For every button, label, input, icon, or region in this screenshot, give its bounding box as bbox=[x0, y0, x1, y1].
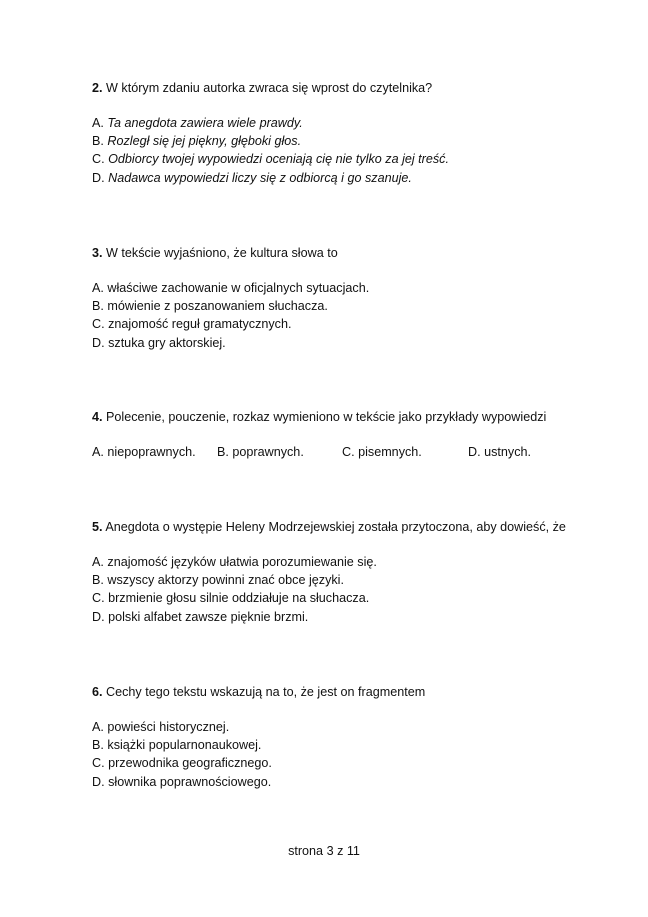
answer-option-b[interactable] bbox=[92, 571, 612, 589]
answer-options bbox=[92, 279, 612, 352]
option-text: właściwe zachowanie w oficjalnych sytuacjach. bbox=[107, 281, 370, 295]
answer-options bbox=[92, 718, 612, 791]
option-letter: C. bbox=[342, 445, 355, 459]
option-letter: D. bbox=[92, 609, 105, 624]
option-letter: B. bbox=[92, 299, 104, 314]
option-text: polski alfabet zawsze pięknie brzmi. bbox=[108, 609, 309, 624]
question-stem bbox=[92, 518, 612, 536]
option-text: Ta anegdota zawiera wiele prawdy. bbox=[107, 116, 303, 130]
answer-option-b[interactable] bbox=[217, 443, 304, 461]
option-letter: D. bbox=[468, 445, 481, 459]
option-letter: A. bbox=[92, 555, 104, 569]
option-text: brzmienie głosu silnie oddziałuje na słuchacza. bbox=[108, 591, 370, 606]
option-letter: C. bbox=[92, 591, 105, 606]
answer-options bbox=[92, 443, 612, 461]
option-text: pisemnych. bbox=[358, 445, 422, 459]
question-number: 6. bbox=[92, 685, 103, 699]
option-letter: A. bbox=[92, 281, 104, 295]
answer-option-c[interactable] bbox=[342, 443, 422, 461]
answer-option-d[interactable] bbox=[92, 773, 612, 791]
option-letter: D. bbox=[92, 335, 105, 350]
question-number: 3. bbox=[92, 246, 103, 260]
question-3 bbox=[92, 244, 612, 352]
answer-option-c[interactable] bbox=[92, 150, 612, 168]
answer-option-d[interactable] bbox=[92, 608, 612, 626]
option-text: słownika poprawnościowego. bbox=[108, 774, 272, 789]
answer-option-b[interactable] bbox=[92, 132, 612, 150]
question-number: 4. bbox=[92, 410, 103, 424]
option-text: znajomość reguł gramatycznych. bbox=[108, 317, 292, 332]
question-stem bbox=[92, 408, 612, 426]
option-letter: C. bbox=[92, 152, 105, 167]
option-letter: A. bbox=[92, 445, 104, 459]
answer-option-c[interactable] bbox=[92, 754, 612, 772]
answer-option-d[interactable] bbox=[468, 443, 531, 461]
question-text: W tekście wyjaśniono, że kultura słowa to bbox=[106, 246, 338, 260]
question-stem bbox=[92, 79, 612, 97]
answer-option-c[interactable] bbox=[92, 589, 612, 607]
option-text: Odbiorcy twojej wypowiedzi oceniają cię nie tylko za jej treść. bbox=[108, 152, 449, 167]
option-text: przewodnika geograficznego. bbox=[108, 756, 272, 771]
option-text: książki popularnonaukowej. bbox=[107, 738, 262, 753]
answer-option-a[interactable] bbox=[92, 279, 612, 297]
question-4 bbox=[92, 408, 612, 461]
question-2 bbox=[92, 79, 612, 187]
answer-option-a[interactable] bbox=[92, 443, 196, 461]
answer-options bbox=[92, 114, 612, 187]
answer-option-d[interactable] bbox=[92, 169, 612, 187]
option-letter: D. bbox=[92, 774, 105, 789]
answer-option-a[interactable] bbox=[92, 553, 612, 571]
answer-option-d[interactable] bbox=[92, 334, 612, 352]
question-stem bbox=[92, 683, 612, 701]
option-letter: C. bbox=[92, 756, 105, 771]
option-text: powieści historycznej. bbox=[107, 720, 230, 734]
option-letter: B. bbox=[92, 738, 104, 753]
option-letter: A. bbox=[92, 116, 104, 130]
question-number: 2. bbox=[92, 81, 103, 95]
answer-option-a[interactable] bbox=[92, 114, 612, 132]
question-6 bbox=[92, 683, 612, 791]
answer-option-b[interactable] bbox=[92, 297, 612, 315]
option-letter: B. bbox=[92, 134, 104, 149]
option-text: niepoprawnych. bbox=[107, 445, 196, 459]
option-letter: C. bbox=[92, 317, 105, 332]
answer-option-b[interactable] bbox=[92, 736, 612, 754]
option-text: mówienie z poszanowaniem słuchacza. bbox=[107, 299, 328, 314]
option-text: sztuka gry aktorskiej. bbox=[108, 335, 226, 350]
question-stem bbox=[92, 244, 612, 262]
page-number: strona 3 z 11 bbox=[288, 844, 360, 858]
answer-options bbox=[92, 553, 612, 626]
question-text: W którym zdaniu autorka zwraca się wprost do czytelnika? bbox=[106, 81, 433, 95]
option-text: znajomość języków ułatwia porozumiewanie się. bbox=[107, 555, 377, 569]
question-text: Cechy tego tekstu wskazują na to, że jest on fragmentem bbox=[106, 685, 426, 699]
option-letter: D. bbox=[92, 170, 105, 185]
question-text: Polecenie, pouczenie, rozkaz wymieniono w tekście jako przykłady wypowiedzi bbox=[106, 410, 547, 424]
question-text: Anegdota o występie Heleny Modrzejewskiej została przytoczona, aby dowieść, że bbox=[105, 520, 566, 534]
option-text: wszyscy aktorzy powinni znać obce języki. bbox=[107, 573, 344, 588]
option-letter: B. bbox=[92, 573, 104, 588]
answer-option-c[interactable] bbox=[92, 315, 612, 333]
answer-option-a[interactable] bbox=[92, 718, 612, 736]
option-text: Rozległ się jej piękny, głęboki głos. bbox=[107, 134, 302, 149]
option-letter: A. bbox=[92, 720, 104, 734]
option-text: ustnych. bbox=[484, 445, 531, 459]
question-number: 5. bbox=[92, 520, 103, 534]
option-text: poprawnych. bbox=[232, 445, 304, 459]
question-5 bbox=[92, 518, 612, 626]
option-letter: B. bbox=[217, 445, 229, 459]
option-text: Nadawca wypowiedzi liczy się z odbiorcą i go szanuje. bbox=[108, 170, 412, 185]
